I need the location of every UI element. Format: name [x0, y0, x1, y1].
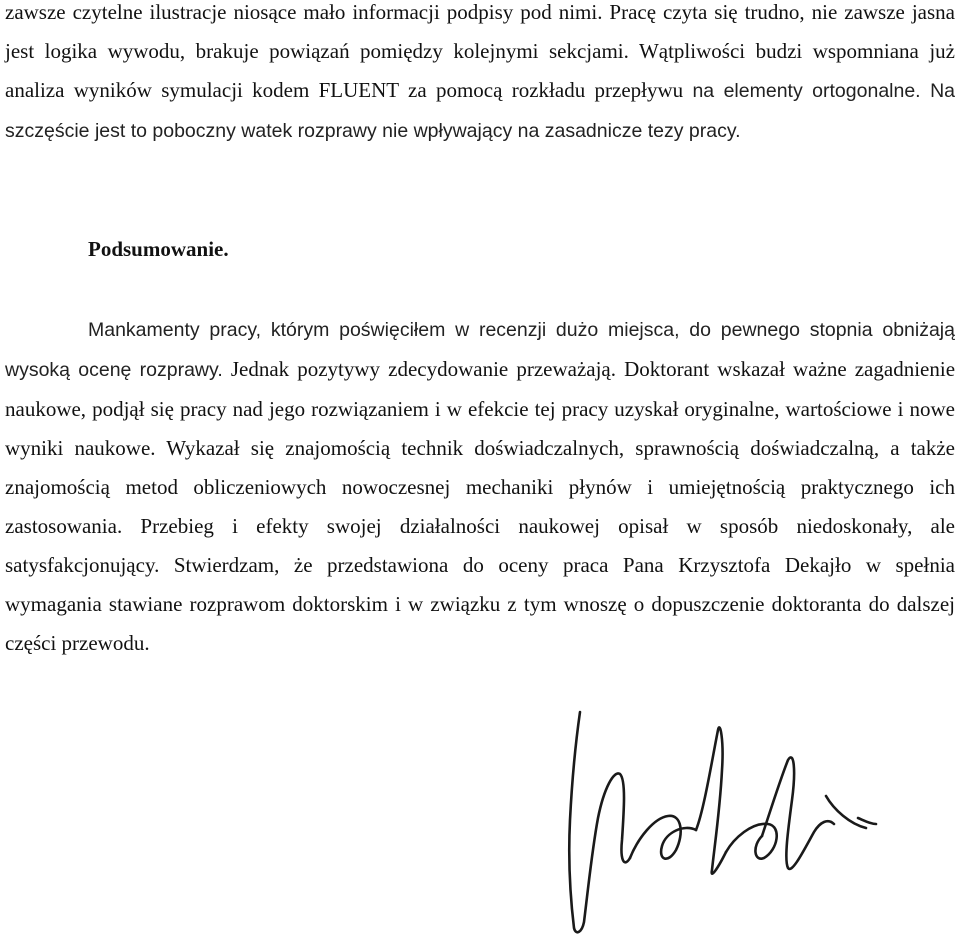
- section-heading: Podsumowanie.: [88, 237, 229, 261]
- summary-paragraph: [5, 310, 955, 663]
- handwritten-signature: [558, 700, 888, 945]
- intro-text-sans: na elementy ortogonalne. Na szczęście jest to poboczny watek rozprawy nie wpływający na zasadnicze tezy pracy.: [5, 80, 955, 142]
- summary-text-sans: Mankamenty pracy, którym poświęciłem w recenzji dużo miejsca, do pewnego stopnia obniżają wysoką ocenę rozprawy.: [5, 319, 955, 381]
- summary-text-serif: Jednak pozytywy zdecydowanie przeważają. Doktorant wskazał ważne zagadnienie naukowe, podjął się pracy nad jego rozwiązaniem i w efekcie tej pracy uzyskał oryginalne, wartościowe i nowe wyniki naukowe. Wykazał się znajomością technik doświadczalnych, sprawnością doświadczalną, a także znajomością metod obliczeniowych nowoczesnej mechaniki płynów i umiejętnością praktycznego ich zastosowania. Przebieg i efekty swojej działalności naukowej opisał w sposób niedoskonały, ale satysfakcjonujący. Stwierdzam, że przedstawiona do oceny praca Pana Krzysztofa Dekajło w spełnia wymagania stawiane rozprawom doktorskim i w związku z tym wnoszę o dopuszczenie doktoranta do dalszej części przewodu.: [5, 357, 956, 655]
- intro-text-serif: zawsze czytelne ilustracje niosące mało informacji podpisy pod nimi. Pracę czyta się trudno, nie zawsze jasna jest logika wywodu, brakuje powiązań pomiędzy kolejnymi sekcjami. Wątpliwości budzi wspomniana już analiza wyników symulacji kodem FLUENT za pomocą rozkładu przepływu: [5, 0, 955, 102]
- intro-paragraph: [5, 0, 955, 151]
